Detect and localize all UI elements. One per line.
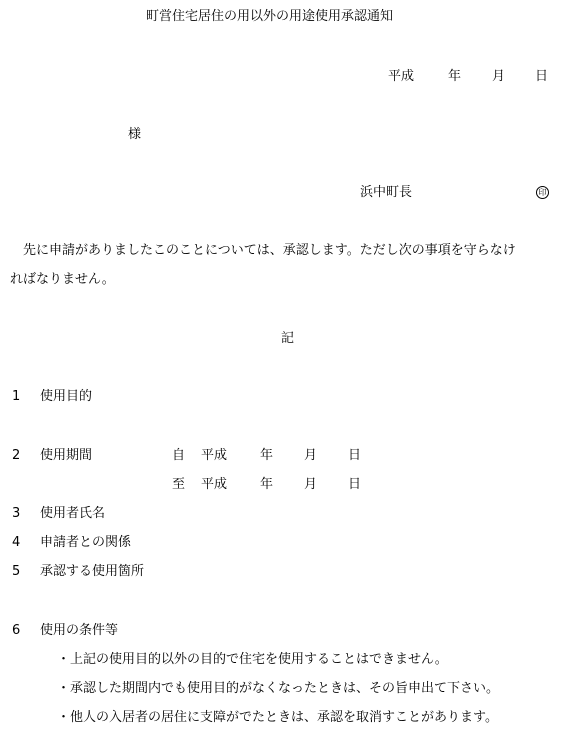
item-label-approved-location: 承認する使用箇所 [40,564,145,579]
item-number: 5 [12,564,21,579]
period-from-era: 平成 [201,448,228,463]
seal-icon: 印 [536,186,549,199]
condition-item: ・承認した期間内でも使用目的がなくなったときは、その旨申出て下さい。 [57,681,500,696]
body-text-line-2: ればなりません。 [10,272,115,287]
addressee-suffix: 様 [128,127,142,142]
period-from-year: 年 [260,448,274,463]
period-to-month: 月 [304,477,318,492]
period-to-year: 年 [260,477,274,492]
period-from-day: 日 [348,448,362,463]
condition-item: ・上記の使用目的以外の目的で住宅を使用することはできません。 [57,652,448,667]
item-number: 1 [12,389,21,404]
date-year: 年 [448,69,462,84]
item-number: 3 [12,506,21,521]
body-text-line-1: 先に申請がありましたこのことについては、承認します。ただし次の事項を守らなけ [23,243,516,258]
condition-item: ・他人の入居者の居住に支障がでたときは、承認を取消すことがあります。 [57,710,498,725]
period-to-era: 平成 [201,477,228,492]
document-title: 町営住宅居住の用以外の用途使用承認通知 [146,9,394,24]
item-label-period: 使用期間 [40,448,93,463]
item-label-relationship: 申請者との関係 [40,535,132,550]
period-to-prefix: 至 [172,477,186,492]
item-number: 6 [12,623,21,638]
item-label-user-name: 使用者氏名 [40,506,106,521]
date-month: 月 [492,69,506,84]
item-number: 4 [12,535,21,550]
item-number: 2 [12,448,21,463]
issuer-name: 浜中町長 [360,185,413,200]
period-to-day: 日 [348,477,362,492]
ki-heading: 記 [281,331,295,346]
period-from-prefix: 自 [172,448,186,463]
date-day: 日 [535,69,549,84]
date-era: 平成 [388,69,415,84]
item-label-conditions: 使用の条件等 [40,623,119,638]
period-from-month: 月 [304,448,318,463]
item-label-purpose: 使用目的 [40,389,93,404]
